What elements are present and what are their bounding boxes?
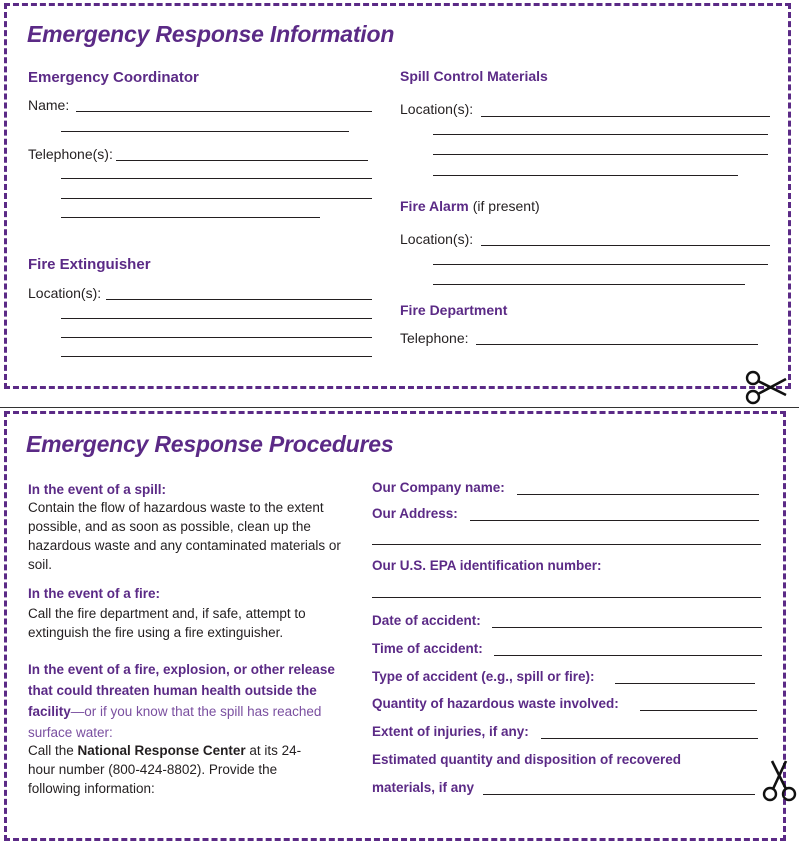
card-title-procedures: Emergency Response Procedures (26, 431, 394, 457)
spill-location-field-line-4[interactable] (433, 175, 738, 176)
spill-location-field-line-2[interactable] (433, 134, 768, 135)
materials-field[interactable] (483, 794, 755, 795)
department-telephone-field[interactable] (476, 344, 758, 345)
estimated-label: Estimated quantity and disposition of recovered (372, 752, 682, 767)
extinguisher-location-label: Location(s): (28, 285, 102, 301)
department-telephone-label: Telephone: (400, 330, 469, 346)
company-name-field[interactable] (517, 494, 759, 495)
alarm-location-label: Location(s): (400, 231, 474, 247)
scissors-icon (758, 760, 799, 804)
coordinator-heading: Emergency Coordinator (28, 69, 199, 86)
quantity-label: Quantity of hazardous waste involved: (372, 696, 619, 711)
coordinator-telephone-field[interactable] (116, 160, 368, 161)
call-prefix: Call the (28, 743, 74, 758)
fire-alarm-note: (if present) (472, 198, 540, 214)
spill-control-heading: Spill Control Materials (400, 68, 548, 84)
alarm-location-field[interactable] (481, 245, 770, 246)
extinguisher-heading: Fire Extinguisher (28, 256, 151, 273)
call-suffix: at its 24-hour number (800-424-8802). Provide the following information: (28, 743, 302, 796)
spill-heading: In the event of a spill: (28, 482, 167, 497)
epa-id-label: Our U.S. EPA identification number: (372, 558, 602, 573)
type-field[interactable] (615, 683, 755, 684)
address-field-line-2[interactable] (372, 544, 761, 545)
fire-heading: In the event of a fire: (28, 586, 161, 601)
coordinator-name-field-line-2[interactable] (61, 131, 349, 132)
coordinator-name-label: Name: (28, 97, 70, 113)
coordinator-telephone-label: Telephone(s): (28, 146, 113, 162)
quantity-field[interactable] (640, 710, 757, 711)
call-instructions (28, 741, 318, 798)
spill-location-label: Location(s): (400, 101, 474, 117)
spill-location-field-line-3[interactable] (433, 154, 768, 155)
coordinator-telephone-field-line-3[interactable] (61, 198, 372, 199)
extinguisher-location-field-line-4[interactable] (61, 356, 372, 357)
spill-instructions: Contain the flow of hazardous waste to the extent possible, and as soon as possible, clean up the hazardous waste and any contaminated materials or soil. (28, 500, 341, 572)
card-title: Emergency Response Information (27, 21, 395, 47)
extinguisher-location-field-line-2[interactable] (61, 318, 372, 319)
fire-alarm-heading-text: Fire Alarm (400, 198, 469, 214)
release-heading (28, 659, 346, 743)
scissors-icon (743, 366, 787, 410)
alarm-location-field-line-2[interactable] (433, 264, 768, 265)
emergency-response-information-card (4, 3, 791, 389)
date-label: Date of accident: (372, 613, 481, 628)
company-name-label: Our Company name: (372, 480, 505, 495)
materials-label: materials, if any (372, 780, 475, 795)
coordinator-telephone-field-line-4[interactable] (61, 217, 320, 218)
release-heading-tail: —or if you know that the spill has reached surface water: (28, 704, 322, 740)
injuries-label: Extent of injuries, if any: (372, 724, 529, 739)
coordinator-name-field[interactable] (76, 111, 372, 112)
cut-line (0, 407, 799, 408)
fire-department-heading: Fire Department (400, 302, 508, 318)
national-response-center: National Response Center (77, 743, 246, 758)
address-label: Our Address: (372, 506, 458, 521)
spill-location-field[interactable] (481, 116, 770, 117)
address-field[interactable] (470, 520, 759, 521)
extinguisher-location-field[interactable] (106, 299, 372, 300)
coordinator-telephone-field-line-2[interactable] (61, 178, 372, 179)
release-heading-text: In the event of a fire, explosion, or other release that could threaten human health outside the facility (28, 662, 335, 719)
injuries-field[interactable] (541, 738, 758, 739)
type-label: Type of accident (e.g., spill or fire): (372, 669, 595, 684)
time-field[interactable] (494, 655, 762, 656)
time-label: Time of accident: (372, 641, 483, 656)
fire-alarm-heading (400, 198, 540, 214)
alarm-location-field-line-3[interactable] (433, 284, 745, 285)
epa-id-field[interactable] (372, 597, 761, 598)
date-field[interactable] (492, 627, 762, 628)
fire-instructions: Call the fire department and, if safe, attempt to extinguish the fire using a fire extinguisher. (28, 606, 306, 640)
extinguisher-location-field-line-3[interactable] (61, 337, 372, 338)
